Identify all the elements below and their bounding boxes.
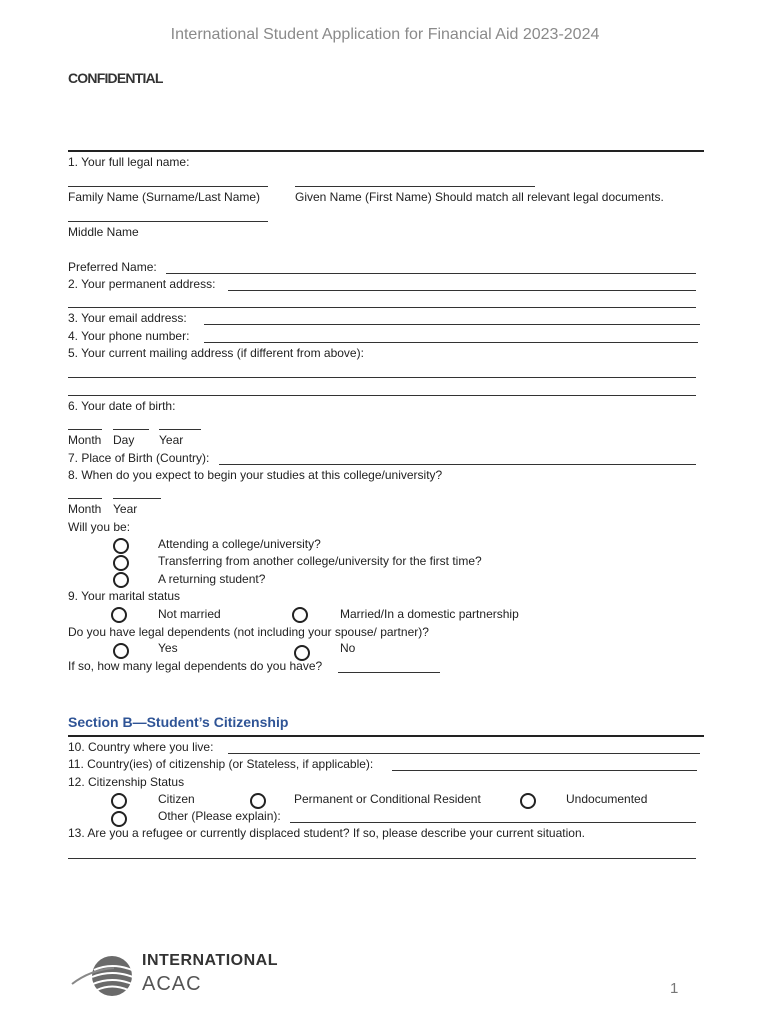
not-married-label: Not married <box>158 607 221 621</box>
family-name-label: Family Name (Surname/Last Name) <box>68 190 261 204</box>
start-year-field[interactable] <box>113 498 161 499</box>
mailing-address-field-line1[interactable] <box>68 377 696 378</box>
q7-label: 7. Place of Birth (Country): <box>68 451 210 465</box>
section-a-rule <box>68 150 704 152</box>
not-married-radio[interactable] <box>111 607 127 623</box>
section-b-title: Section B—Student’s Citizenship <box>68 714 289 730</box>
preferred-name-label: Preferred Name: <box>68 260 157 274</box>
dependents-count-label: If so, how many legal dependents do you have? <box>68 659 323 673</box>
permanent-resident-radio[interactable] <box>250 793 266 809</box>
citizenship-country-field[interactable] <box>392 770 697 771</box>
q6-label: 6. Your date of birth: <box>68 399 176 413</box>
logo-line1: INTERNATIONAL <box>142 952 278 969</box>
q10-label: 10. Country where you live: <box>68 740 214 754</box>
start-year-label: Year <box>113 502 138 516</box>
returning-radio[interactable] <box>113 572 129 588</box>
dependents-count-field[interactable] <box>338 672 440 673</box>
birth-year-field[interactable] <box>159 429 201 430</box>
citizen-radio[interactable] <box>111 793 127 809</box>
attending-label: Attending a college/university? <box>158 537 321 551</box>
middle-name-field[interactable] <box>68 221 268 222</box>
permanent-address-field-line2[interactable] <box>68 307 696 308</box>
confidential-label: CONFIDENTIAL <box>68 70 163 86</box>
q13-label: 13. Are you a refugee or currently displaced student? If so, please describe your current situation. <box>68 826 585 840</box>
q4-label: 4. Your phone number: <box>68 329 190 343</box>
middle-name-label: Middle Name <box>68 225 139 239</box>
permanent-address-field[interactable] <box>228 290 696 291</box>
married-radio[interactable] <box>292 607 308 623</box>
birth-year-label: Year <box>159 433 184 447</box>
q2-label: 2. Your permanent address: <box>68 277 216 291</box>
page-header-title: International Student Application for Financial Aid 2023-2024 <box>170 26 600 43</box>
married-label: Married/In a domestic partnership <box>340 607 519 621</box>
transferring-radio[interactable] <box>113 555 129 571</box>
q3-label: 3. Your email address: <box>68 311 187 325</box>
birth-day-field[interactable] <box>113 429 149 430</box>
dependents-question: Do you have legal dependents (not including your spouse/ partner)? <box>68 625 429 639</box>
refugee-description-field[interactable] <box>68 858 696 859</box>
email-field[interactable] <box>204 324 700 325</box>
globe-icon <box>70 948 140 1004</box>
page-number: 1 <box>670 980 679 997</box>
phone-field[interactable] <box>204 342 698 343</box>
country-of-residence-field[interactable] <box>228 753 700 754</box>
q9-label: 9. Your marital status <box>68 589 181 603</box>
other-status-label: Other (Please explain): <box>158 809 281 823</box>
birth-month-field[interactable] <box>68 429 102 430</box>
mailing-address-field-line2[interactable] <box>68 395 696 396</box>
given-name-field[interactable] <box>295 186 535 187</box>
family-name-field[interactable] <box>68 186 268 187</box>
dependents-yes-label: Yes <box>158 641 178 655</box>
section-b-rule <box>68 735 704 737</box>
start-month-field[interactable] <box>68 498 102 499</box>
undocumented-radio[interactable] <box>520 793 536 809</box>
permanent-resident-label: Permanent or Conditional Resident <box>294 792 481 806</box>
place-of-birth-field[interactable] <box>219 464 696 465</box>
q1-label: 1. Your full legal name: <box>68 155 190 169</box>
birth-day-label: Day <box>113 433 135 447</box>
transferring-label: Transferring from another college/university for the first time? <box>158 554 482 568</box>
citizen-label: Citizen <box>158 792 195 806</box>
dependents-yes-radio[interactable] <box>113 643 129 659</box>
logo-line2: ACAC <box>142 973 202 995</box>
q11-label: 11. Country(ies) of citizenship (or Stateless, if applicable): <box>68 757 374 771</box>
preferred-name-field[interactable] <box>166 273 696 274</box>
q12-label: 12. Citizenship Status <box>68 775 185 789</box>
dependents-no-label: No <box>340 641 356 655</box>
birth-month-label: Month <box>68 433 102 447</box>
q8-label: 8. When do you expect to begin your studies at this college/university? <box>68 468 443 482</box>
other-status-field[interactable] <box>290 822 696 823</box>
given-name-label: Given Name (First Name) Should match all relevant legal documents. <box>295 190 664 204</box>
will-you-be-label: Will you be: <box>68 520 131 534</box>
returning-label: A returning student? <box>158 572 266 586</box>
attending-radio[interactable] <box>113 538 129 554</box>
international-acac-logo <box>70 948 290 1004</box>
undocumented-label: Undocumented <box>566 792 648 806</box>
start-month-label: Month <box>68 502 102 516</box>
q5-label: 5. Your current mailing address (if different from above): <box>68 346 364 360</box>
other-status-radio[interactable] <box>111 811 127 827</box>
